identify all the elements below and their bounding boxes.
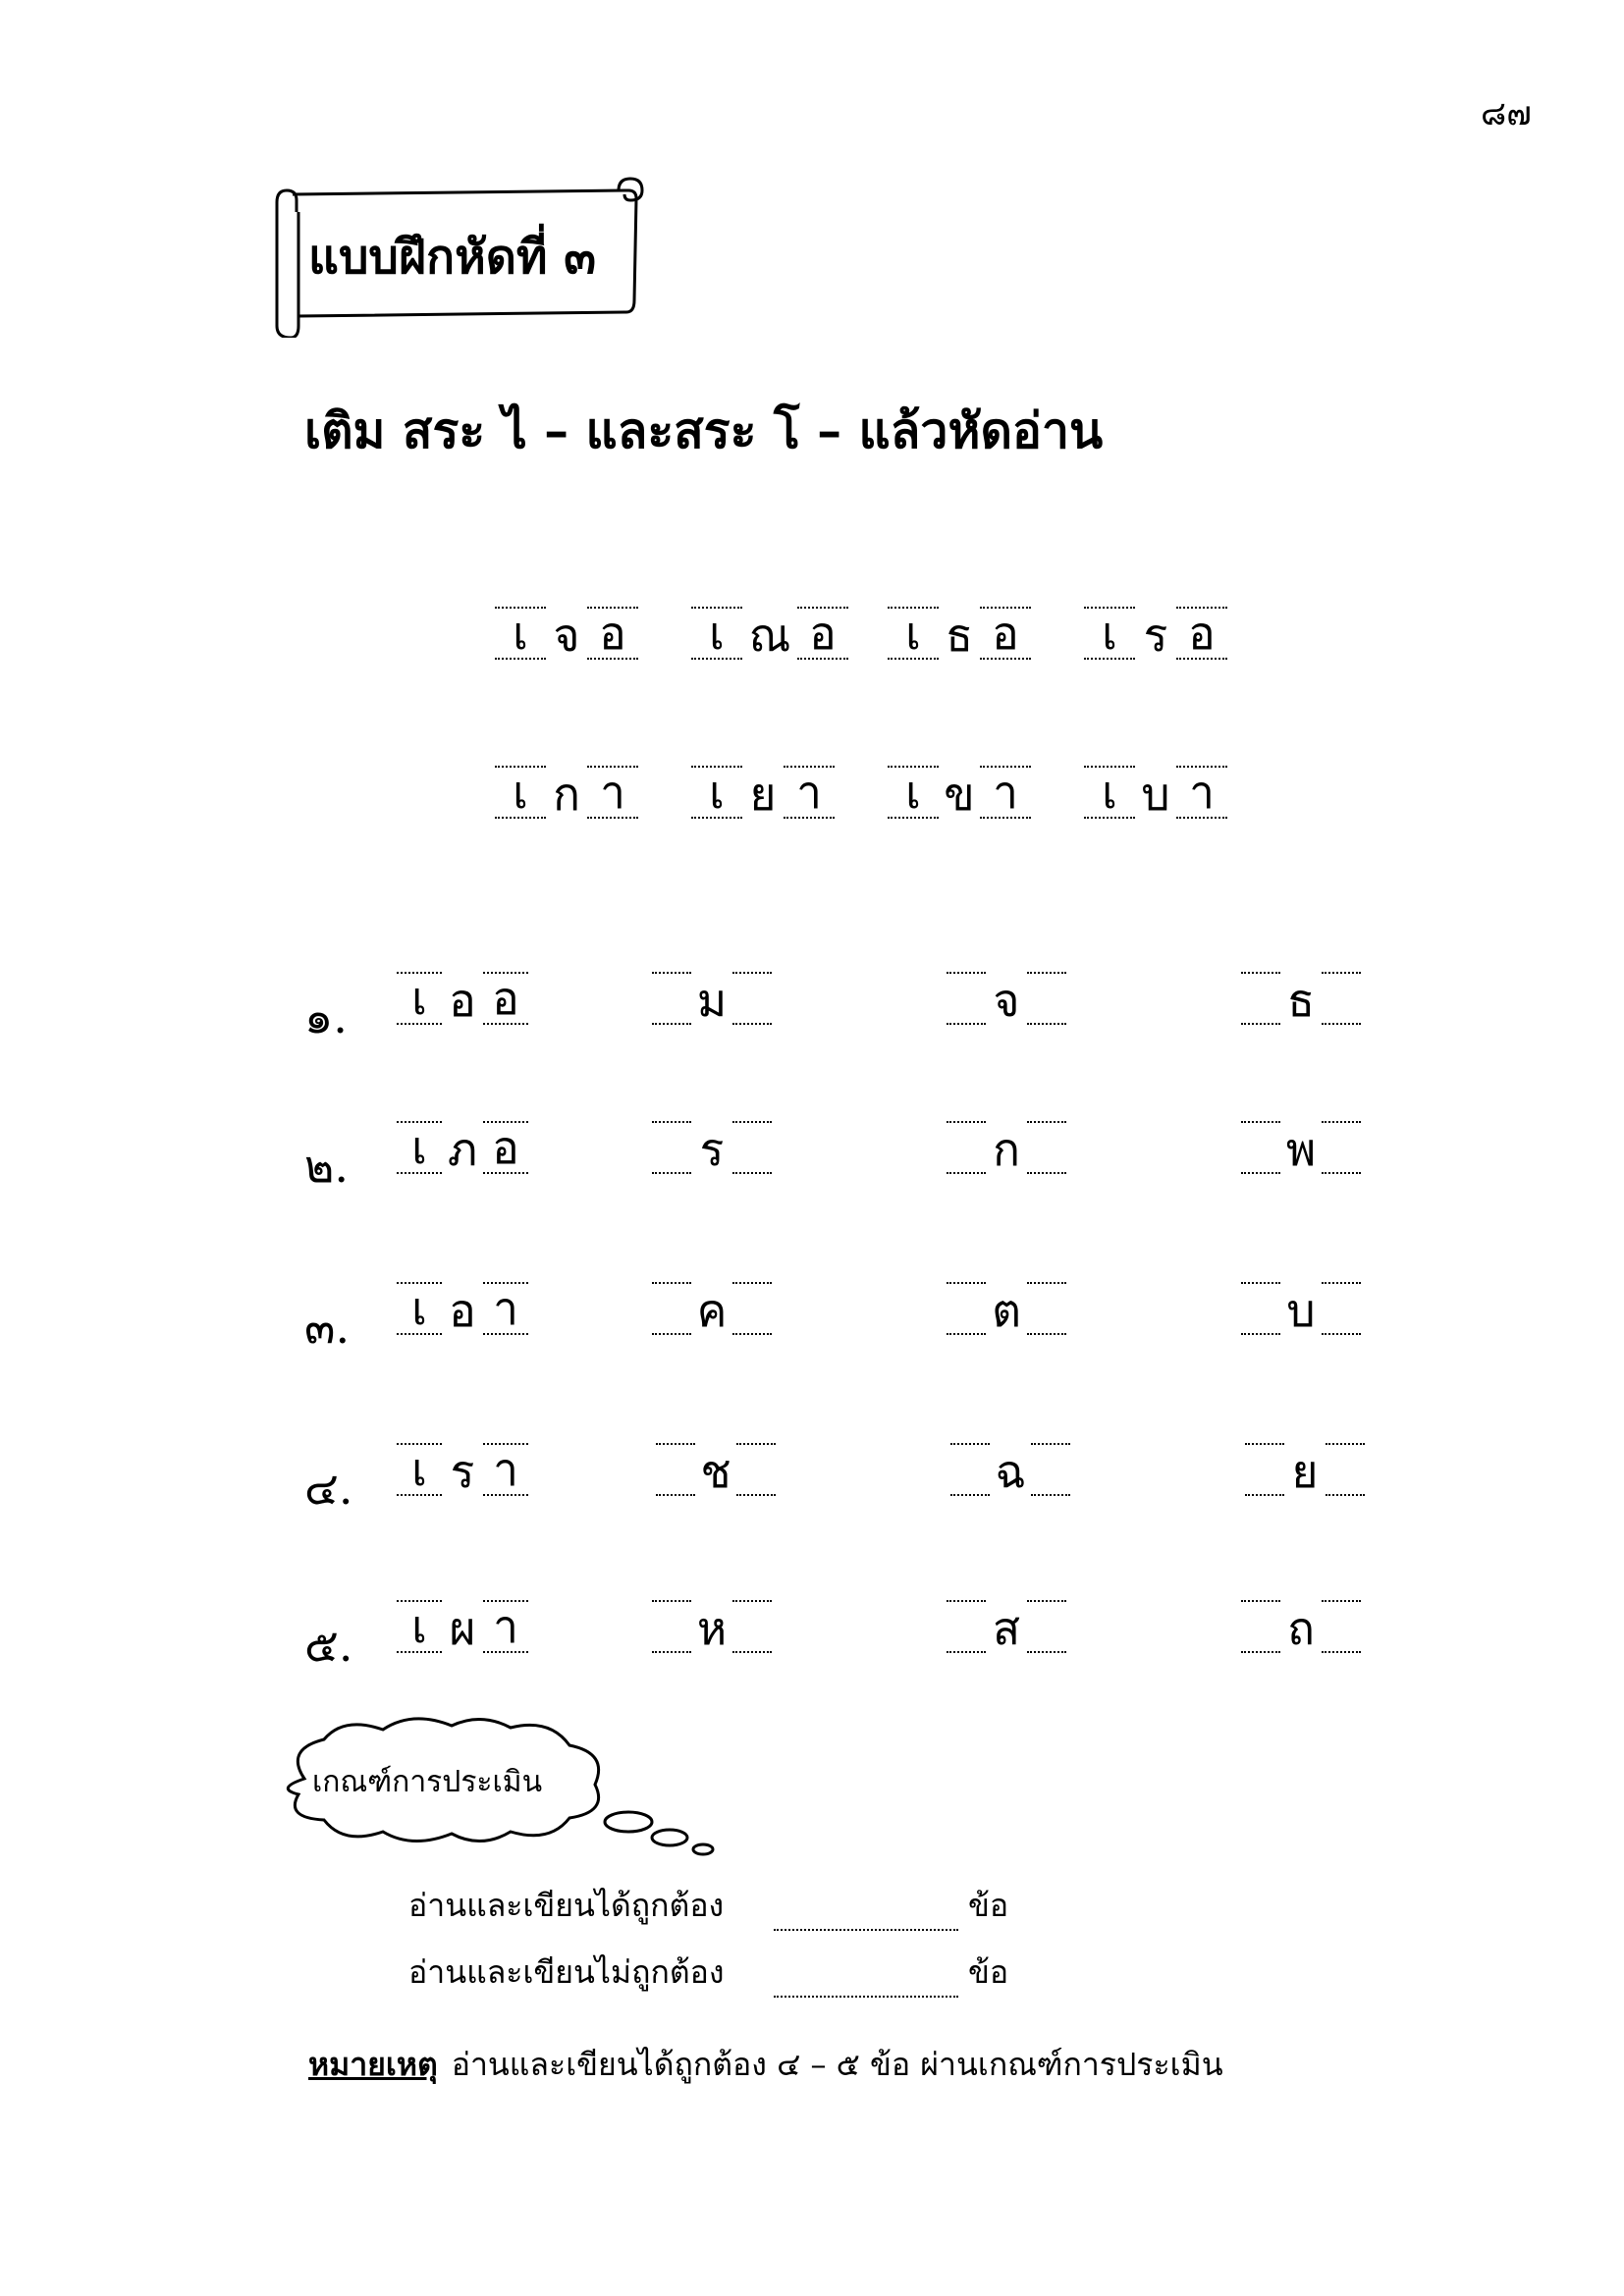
blank-box[interactable] [1322, 1600, 1361, 1653]
blank-box[interactable] [652, 1282, 691, 1335]
blank-box[interactable] [736, 1443, 776, 1496]
fill-in-word[interactable] [652, 1121, 772, 1190]
instruction-heading: เติม สระ ไ – และสระ โ – แล้วหัดอ่าน [304, 401, 1104, 459]
note-label: หมายเหตุ [308, 2046, 438, 2083]
consonant: จ [553, 609, 580, 662]
page-number: ๘๗ [1481, 94, 1532, 133]
blank-box[interactable] [1027, 972, 1066, 1025]
consonant: อ [449, 974, 476, 1027]
vowel-box: เ [691, 607, 742, 660]
blank-box[interactable] [1326, 1443, 1365, 1496]
criteria-correct [408, 1881, 1008, 1931]
consonant: ม [696, 974, 728, 1027]
blank-box[interactable] [732, 972, 772, 1025]
consonant: ข [944, 768, 975, 821]
unit-label: ข้อ [968, 1953, 1009, 1991]
exercise-pattern [397, 1443, 528, 1512]
exercise-number: ๒. [304, 1140, 349, 1193]
fill-in-word[interactable] [1241, 1121, 1361, 1190]
vowel-box: เ [691, 766, 742, 819]
consonant: ต [992, 1284, 1021, 1337]
blank-box[interactable] [947, 972, 986, 1025]
blank-box[interactable] [947, 1121, 986, 1174]
blank-box[interactable] [1241, 1121, 1280, 1174]
consonant: จ [993, 974, 1020, 1027]
vowel-box: อ [1176, 607, 1227, 660]
blank-box[interactable] [1245, 1443, 1284, 1496]
consonant: ณ [748, 609, 791, 662]
fill-in-word[interactable] [652, 1600, 772, 1669]
vowel-box: า [587, 766, 638, 819]
example-word [1084, 766, 1227, 834]
exercise-title-banner [263, 173, 648, 338]
fill-in-word[interactable] [1241, 1282, 1361, 1351]
blank-box[interactable] [1322, 1282, 1361, 1335]
vowel-box: เ [397, 1121, 442, 1174]
exercise-number: ๕. [304, 1619, 353, 1672]
criteria-label: อ่านและเขียนไม่ถูกต้อง [408, 1953, 725, 1991]
consonant: ธ [1286, 974, 1316, 1027]
vowel-box: เ [495, 766, 546, 819]
exercise-number: ๑. [304, 990, 348, 1043]
consonant: ร [450, 1445, 475, 1498]
fill-in-word[interactable] [947, 1121, 1066, 1190]
score-blank[interactable] [774, 1901, 958, 1931]
consonant: ก [553, 768, 580, 821]
vowel-box: เ [888, 766, 939, 819]
fill-in-word[interactable] [947, 1282, 1066, 1351]
vowel-box: เ [397, 1443, 442, 1496]
example-word [691, 766, 835, 834]
example-word [495, 766, 638, 834]
blank-box[interactable] [1241, 1282, 1280, 1335]
blank-box[interactable] [652, 1121, 691, 1174]
vowel-box: เ [1084, 607, 1135, 660]
consonant: ช [700, 1445, 731, 1498]
consonant: ภ [447, 1123, 478, 1176]
vowel-box: เ [397, 1600, 442, 1653]
fill-in-word[interactable] [652, 1282, 772, 1351]
vowel-box: เ [1084, 766, 1135, 819]
exercise-number: ๔. [304, 1462, 353, 1515]
exercise-pattern [397, 972, 528, 1041]
criteria-label: อ่านและเขียนได้ถูกต้อง [408, 1887, 725, 1924]
fill-in-word[interactable] [1241, 1600, 1361, 1669]
blank-box[interactable] [656, 1443, 695, 1496]
fill-in-word[interactable] [950, 1443, 1070, 1512]
exercise-number: ๓. [304, 1301, 351, 1354]
consonant: ร [1143, 609, 1168, 662]
consonant: บ [1286, 1284, 1316, 1337]
score-blank[interactable] [774, 1968, 958, 1998]
blank-box[interactable] [947, 1282, 986, 1335]
fill-in-word[interactable] [1245, 1443, 1365, 1512]
consonant: ค [696, 1284, 728, 1337]
blank-box[interactable] [732, 1282, 772, 1335]
vowel-box: อ [797, 607, 848, 660]
assessment-cloud [265, 1710, 727, 1867]
consonant: ห [696, 1602, 728, 1655]
fill-in-word[interactable] [1241, 972, 1361, 1041]
blank-box[interactable] [950, 1443, 990, 1496]
fill-in-word[interactable] [947, 972, 1066, 1041]
note-text: อ่านและเขียนได้ถูกต้อง ๔ – ๕ ข้อ ผ่านเกณฑ์การประเมิน [451, 2046, 1223, 2083]
example-word [888, 607, 1031, 675]
example-word [1084, 607, 1227, 675]
blank-box[interactable] [732, 1600, 772, 1653]
example-word [691, 607, 848, 675]
vowel-box: อ [980, 607, 1031, 660]
exercise-pattern [397, 1282, 528, 1351]
consonant: ย [1291, 1445, 1319, 1498]
consonant: ถ [1287, 1602, 1315, 1655]
vowel-box: า [1176, 766, 1227, 819]
vowel-box: เ [495, 607, 546, 660]
vowel-box: า [980, 766, 1031, 819]
consonant: อ [449, 1284, 476, 1337]
consonant: ส [992, 1602, 1021, 1655]
exercise-title: แบบฝึกหัดที่ ๓ [308, 230, 597, 285]
vowel-box: า [483, 1282, 528, 1335]
blank-box[interactable] [1027, 1282, 1066, 1335]
consonant: ก [993, 1123, 1020, 1176]
blank-box[interactable] [652, 972, 691, 1025]
vowel-box: า [784, 766, 835, 819]
vowel-box: เ [397, 972, 442, 1025]
blank-box[interactable] [1027, 1121, 1066, 1174]
footnote [308, 2040, 1223, 2090]
assessment-heading: เกณฑ์การประเมิน [312, 1765, 543, 1799]
vowel-box: า [483, 1600, 528, 1653]
blank-box[interactable] [1241, 1600, 1280, 1653]
consonant: บ [1141, 768, 1170, 821]
blank-box[interactable] [732, 1121, 772, 1174]
blank-box[interactable] [652, 1600, 691, 1653]
exercise-pattern [397, 1600, 528, 1669]
vowel-box: า [483, 1443, 528, 1496]
blank-box[interactable] [1322, 1121, 1361, 1174]
vowel-box: อ [483, 1121, 528, 1174]
example-word [888, 766, 1031, 834]
fill-in-word[interactable] [947, 1600, 1066, 1669]
vowel-box: อ [483, 972, 528, 1025]
vowel-box: อ [587, 607, 638, 660]
blank-box[interactable] [1031, 1443, 1070, 1496]
consonant: ร [699, 1123, 725, 1176]
unit-label: ข้อ [968, 1887, 1009, 1924]
consonant: ย [749, 768, 777, 821]
blank-box[interactable] [1241, 972, 1280, 1025]
blank-box[interactable] [1027, 1600, 1066, 1653]
blank-box[interactable] [947, 1600, 986, 1653]
vowel-box: เ [397, 1282, 442, 1335]
example-word [495, 607, 638, 675]
exercise-pattern [397, 1121, 528, 1190]
consonant: ฉ [995, 1445, 1026, 1498]
consonant: ผ [449, 1602, 476, 1655]
consonant: พ [1285, 1123, 1317, 1176]
blank-box[interactable] [1322, 972, 1361, 1025]
fill-in-word[interactable] [656, 1443, 776, 1512]
consonant: ธ [945, 609, 974, 662]
vowel-box: เ [888, 607, 939, 660]
fill-in-word[interactable] [652, 972, 772, 1041]
criteria-incorrect [408, 1948, 1008, 1998]
